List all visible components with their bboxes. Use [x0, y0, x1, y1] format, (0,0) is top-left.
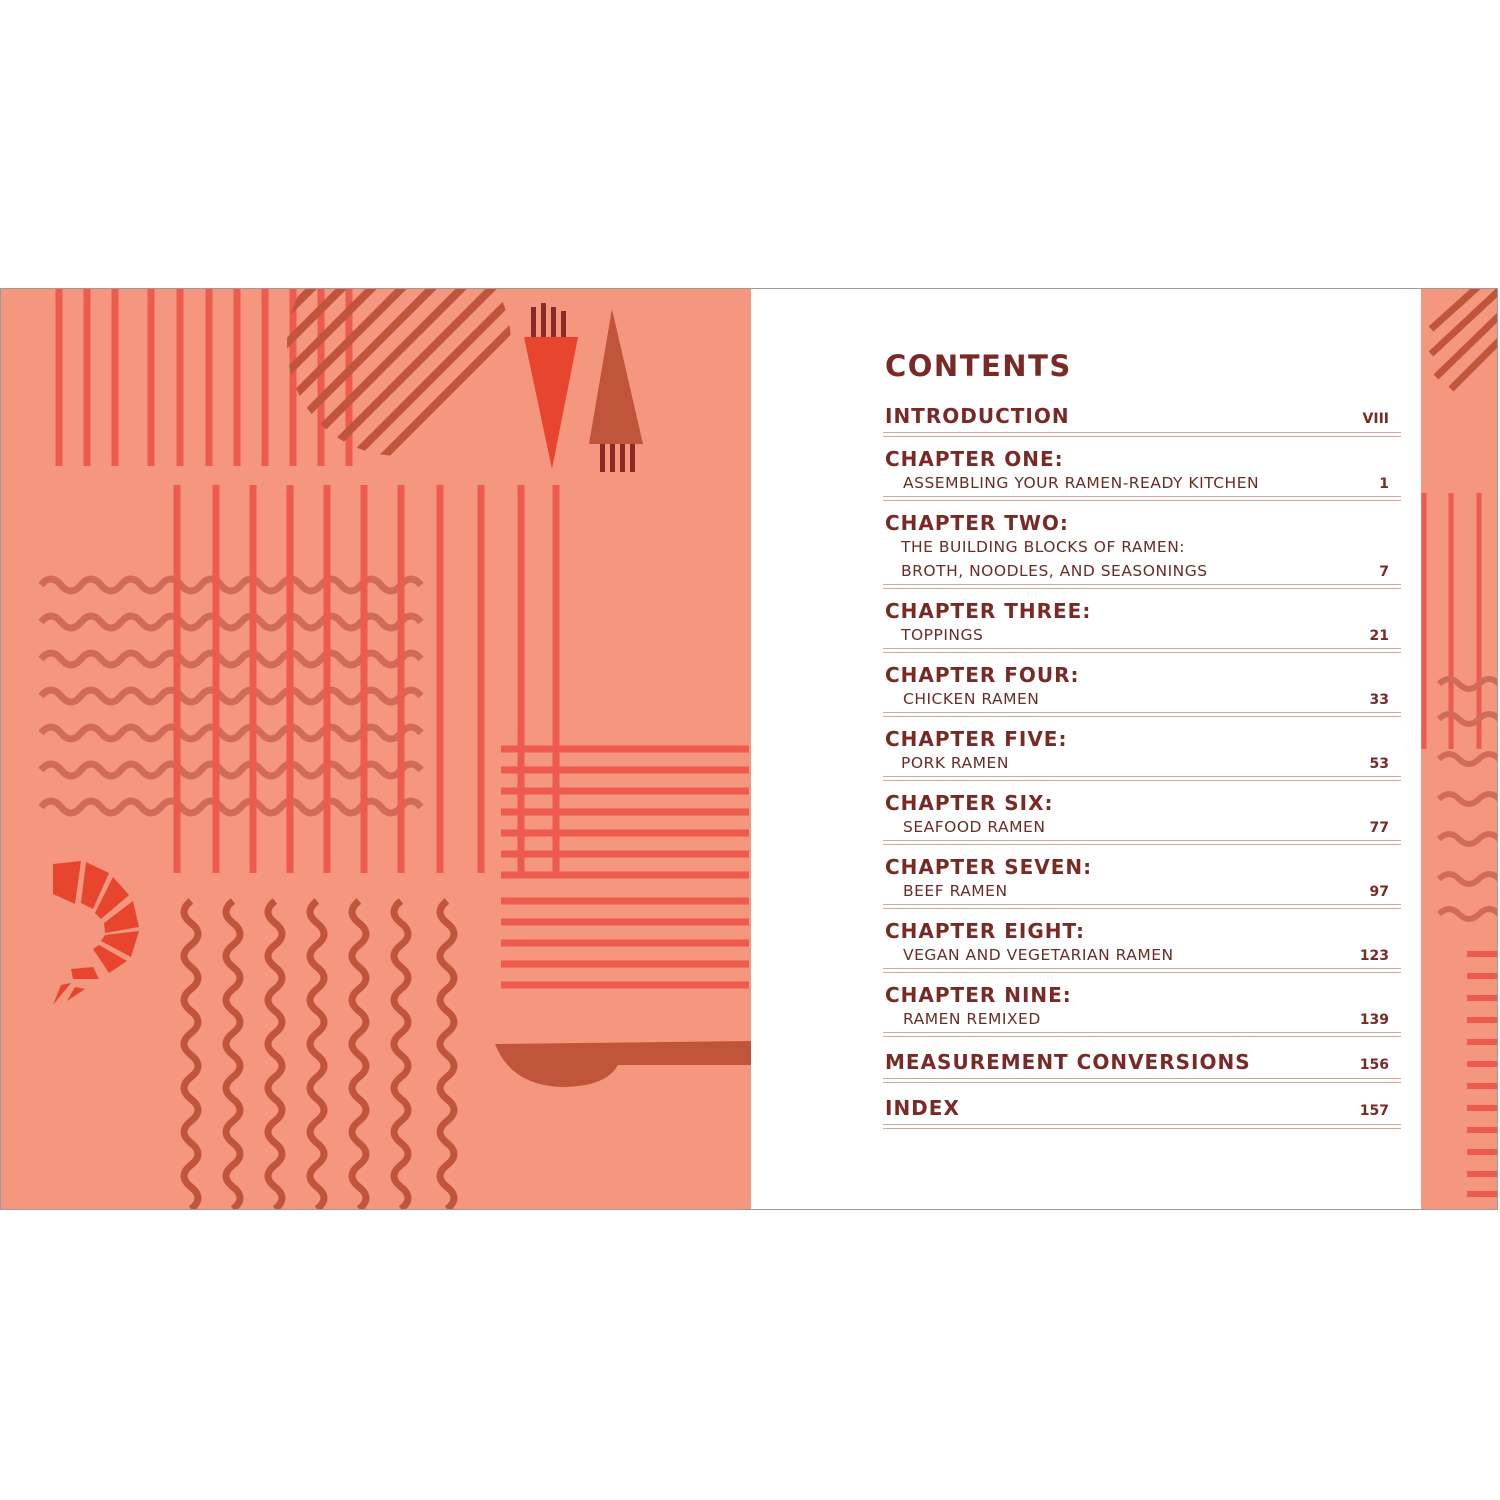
page-number: 1	[1379, 476, 1389, 492]
toc-entry-introduction[interactable]	[883, 401, 1401, 437]
decorative-illustration-page	[1, 289, 751, 1210]
toc-entry-measurement-conversions[interactable]	[883, 1047, 1401, 1083]
table-of-contents	[883, 349, 1401, 1139]
toc-entry-chapter-one[interactable]	[883, 447, 1401, 501]
chapter-title: VEGAN AND VEGETARIAN RAMEN	[903, 946, 1174, 964]
page-number: 7	[1379, 564, 1389, 580]
page-number: 157	[1359, 1103, 1389, 1119]
chapter-label: CHAPTER SIX:	[885, 791, 1054, 815]
chapter-title: CHICKEN RAMEN	[903, 690, 1040, 708]
page-number: 21	[1369, 628, 1389, 644]
chapter-label: CHAPTER NINE:	[885, 983, 1072, 1007]
toc-entry-chapter-two[interactable]	[883, 511, 1401, 589]
page-number: 123	[1359, 948, 1389, 964]
chapter-title-line-2: BROTH, NOODLES, AND SEASONINGS	[901, 562, 1208, 580]
chapter-title-line-1: THE BUILDING BLOCKS OF RAMEN:	[901, 538, 1186, 556]
page-number: 77	[1369, 820, 1389, 836]
toc-entry-chapter-five[interactable]	[883, 727, 1401, 781]
page-number: 139	[1359, 1012, 1389, 1028]
chapter-title: ASSEMBLING YOUR RAMEN-READY KITCHEN	[903, 474, 1260, 492]
page-number: 33	[1369, 692, 1389, 708]
toc-entry-chapter-nine[interactable]	[883, 983, 1401, 1037]
page-number: 156	[1359, 1057, 1389, 1073]
chapter-title: TOPPINGS	[901, 626, 984, 644]
contents-title: CONTENTS	[885, 349, 1072, 383]
chapter-label: CHAPTER ONE:	[885, 447, 1064, 471]
entry-label: INTRODUCTION	[885, 404, 1070, 428]
chapter-title: BEEF RAMEN	[903, 882, 1008, 900]
toc-entry-chapter-six[interactable]	[883, 791, 1401, 845]
toc-entry-chapter-eight[interactable]	[883, 919, 1401, 973]
chapter-title: SEAFOOD RAMEN	[903, 818, 1046, 836]
decorative-edge-strip	[1421, 289, 1498, 1210]
chapter-label: CHAPTER SEVEN:	[885, 855, 1093, 879]
entry-label: MEASUREMENT CONVERSIONS	[885, 1050, 1251, 1074]
toc-entry-chapter-three[interactable]	[883, 599, 1401, 653]
chapter-label: CHAPTER FOUR:	[885, 663, 1080, 687]
page-number: 53	[1369, 756, 1389, 772]
book-spread	[0, 288, 1498, 1210]
toc-entry-chapter-seven[interactable]	[883, 855, 1401, 909]
chapter-title: RAMEN REMIXED	[903, 1010, 1041, 1028]
chapter-label: CHAPTER THREE:	[885, 599, 1092, 623]
toc-entry-chapter-four[interactable]	[883, 663, 1401, 717]
page-number: 97	[1369, 884, 1389, 900]
entry-label: INDEX	[885, 1096, 960, 1120]
chapter-label: CHAPTER EIGHT:	[885, 919, 1086, 943]
page-number: VIII	[1362, 411, 1389, 427]
chapter-label: CHAPTER TWO:	[885, 511, 1069, 535]
toc-entry-index[interactable]	[883, 1093, 1401, 1129]
chapter-title: PORK RAMEN	[901, 754, 1009, 772]
chapter-label: CHAPTER FIVE:	[885, 727, 1068, 751]
